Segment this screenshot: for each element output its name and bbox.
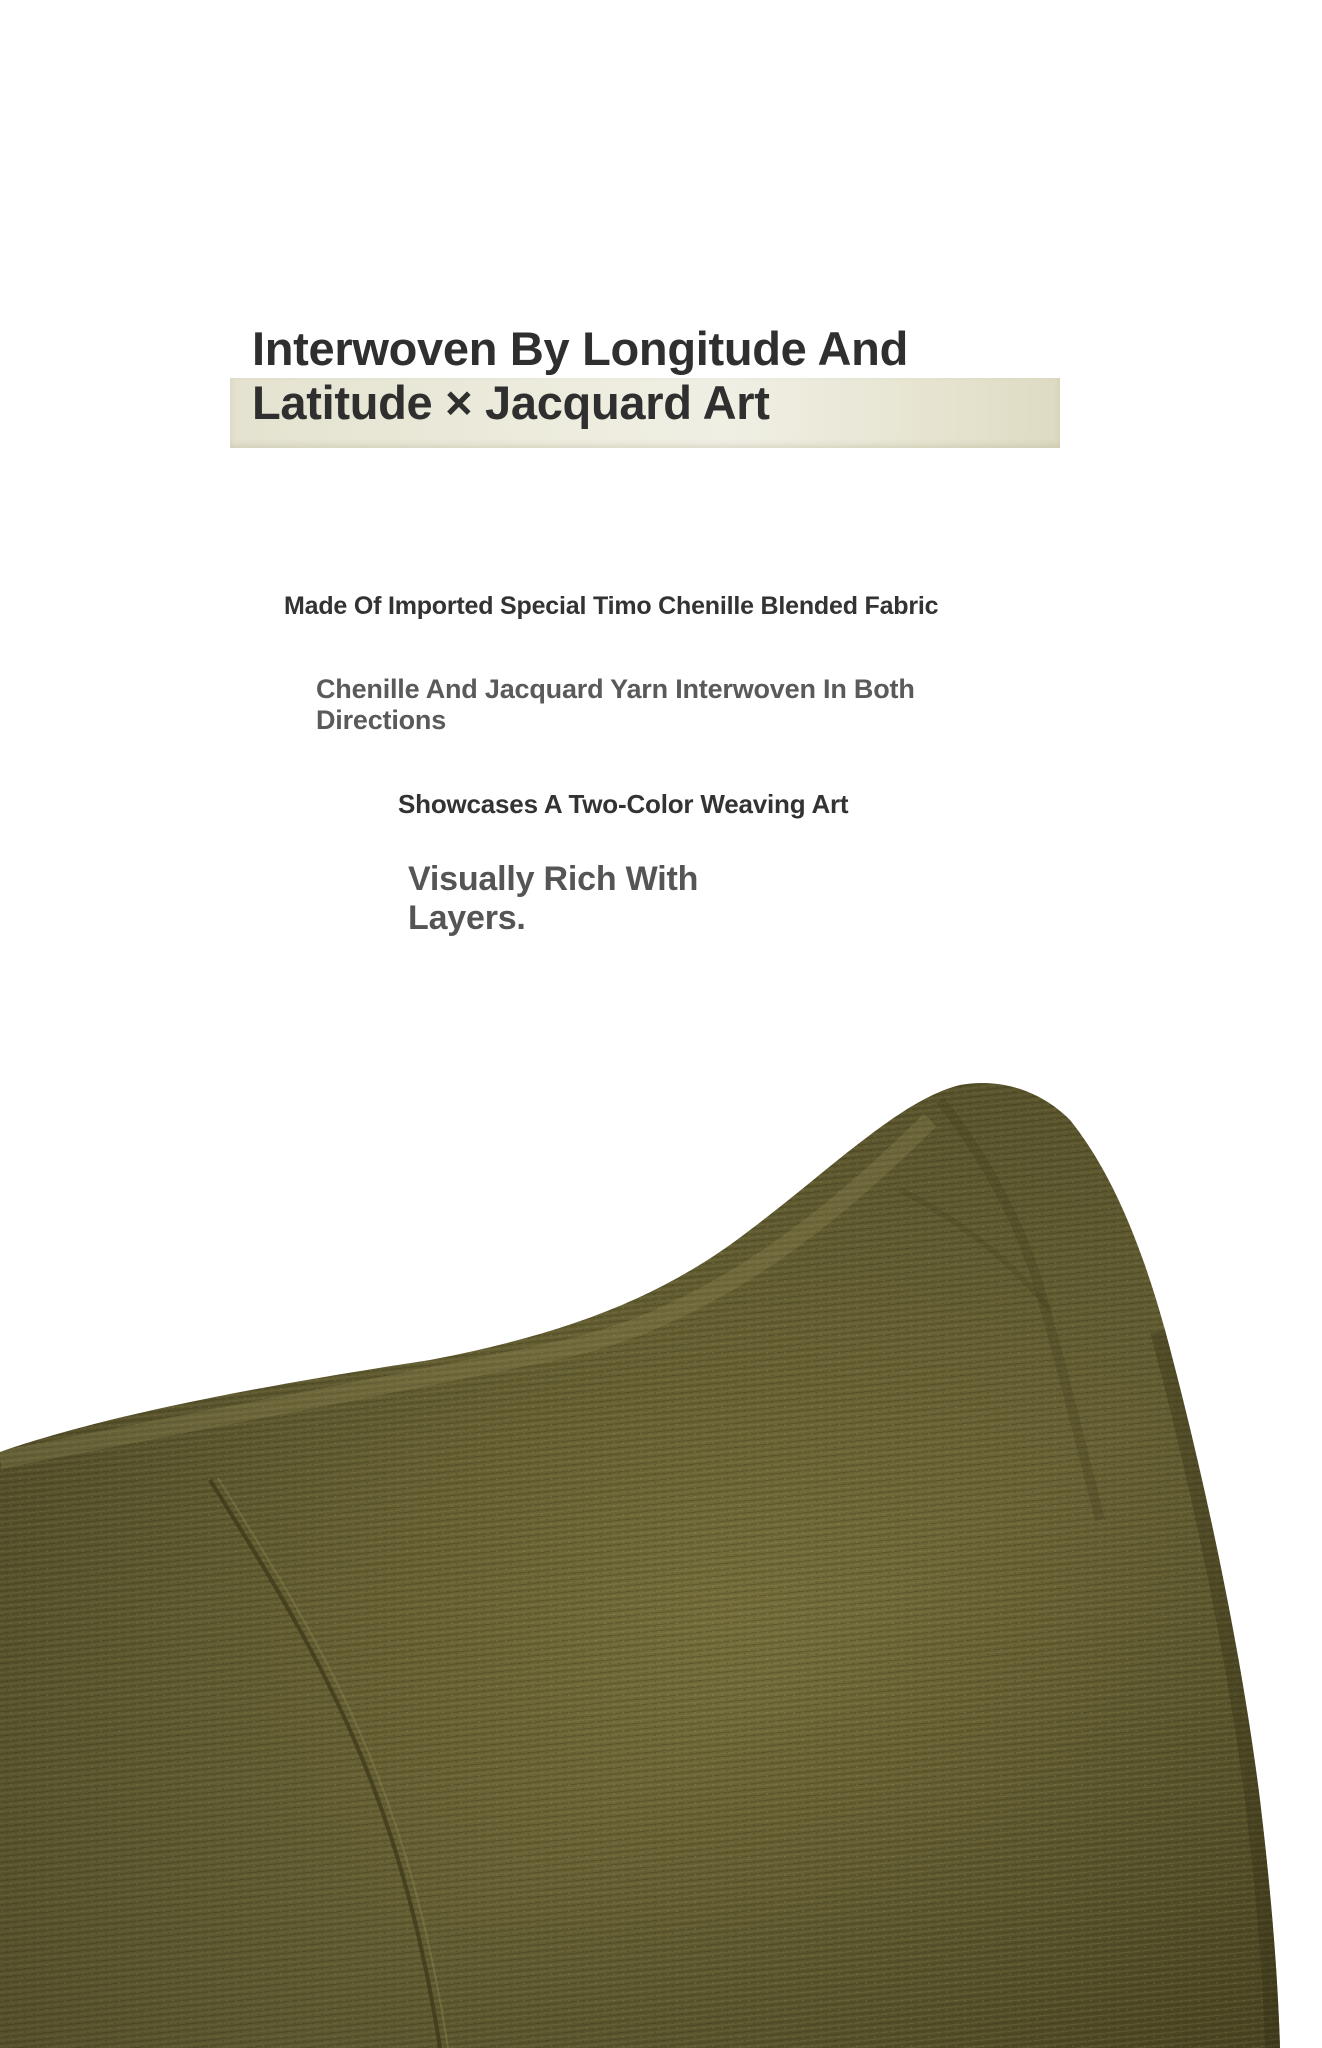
title-line-2: Latitude × Jacquard Art xyxy=(252,376,770,429)
feature-weave: Chenille And Jacquard Yarn Interwoven In Both Directions xyxy=(316,674,915,735)
feature-visual-layers: Visually Rich With Layers. xyxy=(408,860,699,937)
feature-material: Made Of Imported Special Timo Chenille Blended Fabric xyxy=(284,592,939,620)
feature-two-color-art: Showcases A Two-Color Weaving Art xyxy=(398,789,849,819)
chenille-pillow-image xyxy=(0,1080,1322,2048)
title-line-1: Interwoven By Longitude And xyxy=(252,322,908,375)
page-title xyxy=(252,322,1072,430)
